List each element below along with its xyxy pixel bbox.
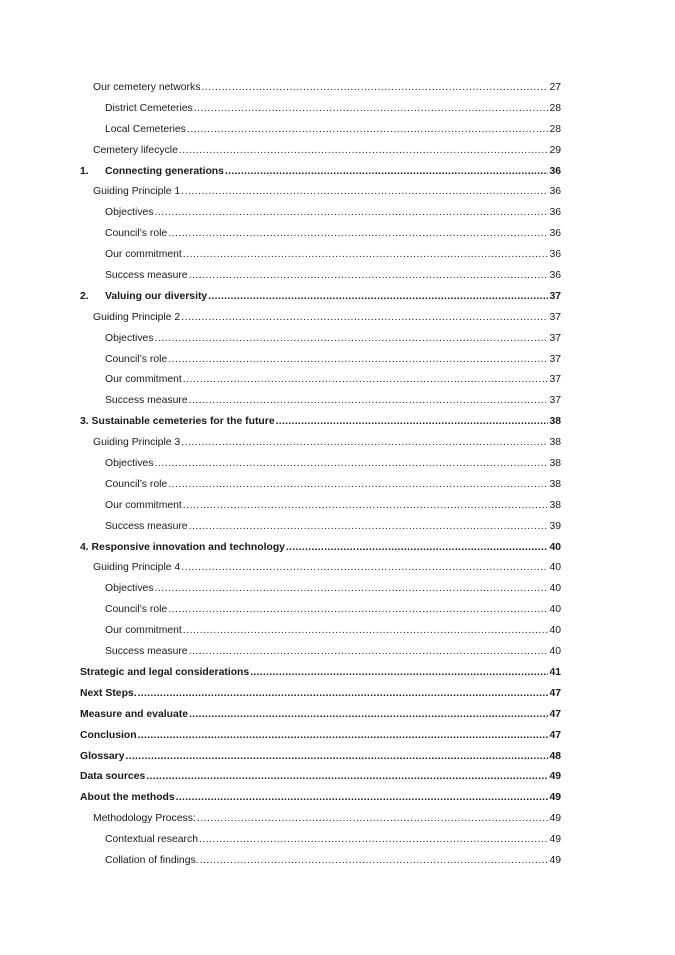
toc-dot-leader	[189, 705, 548, 726]
toc-entry[interactable]	[80, 851, 561, 872]
toc-entry-title: Council’s role	[105, 478, 168, 490]
toc-entry-title: 4. Responsive innovation and technology	[80, 541, 285, 553]
toc-entry-title: Our cemetery networks	[93, 82, 201, 93]
toc-dot-leader	[176, 788, 548, 809]
toc-entry[interactable]	[80, 767, 561, 788]
toc-entry-title: Our commitment	[105, 249, 182, 261]
toc-entry-page-number: 36	[549, 207, 561, 219]
toc-dot-leader	[200, 851, 548, 872]
toc-entry[interactable]	[80, 558, 561, 579]
toc-entry[interactable]	[80, 433, 561, 454]
toc-entry-page-number: 40	[549, 583, 561, 595]
toc-dot-leader	[201, 78, 548, 99]
toc-entry-title: Connecting generations	[105, 165, 224, 177]
toc-entry[interactable]	[80, 141, 561, 162]
toc-dot-leader	[138, 684, 548, 705]
toc-entry-title: Council’s role	[105, 353, 168, 365]
toc-entry[interactable]	[80, 412, 561, 433]
toc-dot-leader	[168, 224, 548, 245]
toc-dot-leader	[194, 99, 548, 120]
toc-dot-leader	[181, 558, 548, 579]
toc-entry-page-number: 38	[549, 458, 561, 470]
toc-entry-page-number: 38	[549, 437, 561, 449]
toc-entry-page-number: 27	[549, 82, 561, 93]
toc-entry[interactable]	[80, 579, 561, 600]
toc-entry-title: Next Steps.	[80, 687, 137, 699]
toc-entry[interactable]	[80, 600, 561, 621]
toc-entry-page-number: 47	[549, 708, 561, 720]
toc-entry-number: 1.	[80, 165, 89, 177]
toc-entry[interactable]	[80, 517, 561, 538]
toc-entry[interactable]	[80, 788, 561, 809]
toc-entry-title: Success measure	[105, 520, 188, 532]
toc-entry-title: Strategic and legal considerations	[80, 666, 250, 678]
toc-dot-leader	[250, 663, 548, 684]
toc-dot-leader	[183, 621, 548, 642]
toc-entry-page-number: 47	[549, 729, 561, 741]
toc-entry-title: Objectives	[105, 583, 154, 595]
toc-entry[interactable]	[80, 621, 561, 642]
toc-entry[interactable]	[80, 350, 561, 371]
toc-entry-title: District Cemeteries	[105, 102, 193, 114]
toc-entry-page-number: 38	[549, 499, 561, 511]
toc-dot-leader	[179, 141, 548, 162]
toc-entry-title: Guiding Principle 4	[93, 562, 181, 574]
toc-entry-title: Cemetery lifecycle	[93, 144, 178, 156]
toc-entry-title: Glossary	[80, 750, 125, 762]
toc-entry[interactable]	[80, 454, 561, 475]
toc-dot-leader	[199, 830, 548, 851]
toc-entry[interactable]	[80, 287, 561, 308]
toc-dot-leader	[183, 245, 548, 266]
toc-entry-page-number: 38	[549, 478, 561, 490]
toc-entry[interactable]	[80, 391, 561, 412]
toc-entry[interactable]	[80, 370, 561, 391]
toc-entry[interactable]	[80, 266, 561, 287]
toc-dot-leader	[189, 391, 548, 412]
toc-entry[interactable]	[80, 475, 561, 496]
toc-dot-leader	[181, 433, 548, 454]
toc-entry-page-number: 49	[549, 834, 561, 846]
toc-dot-leader	[189, 266, 548, 287]
toc-entry-page-number: 36	[549, 249, 561, 261]
toc-entry[interactable]	[80, 726, 561, 747]
toc-entry-title: Guiding Principle 2	[93, 311, 181, 323]
toc-entry-title: Valuing our diversity	[105, 290, 208, 302]
toc-entry-title: Methodology Process:	[93, 813, 196, 825]
toc-entry[interactable]	[80, 496, 561, 517]
toc-entry-title: Objectives	[105, 332, 154, 344]
toc-dot-leader	[208, 287, 548, 308]
toc-entry-page-number: 40	[549, 562, 561, 574]
toc-entry-page-number: 49	[549, 771, 561, 783]
toc-entry[interactable]	[80, 747, 561, 768]
toc-entry-title: Our commitment	[105, 625, 182, 637]
toc-dot-leader	[197, 809, 548, 830]
toc-entry-page-number: 37	[549, 332, 561, 344]
toc-entry[interactable]	[80, 99, 561, 120]
toc-dot-leader	[168, 350, 548, 371]
toc-entry[interactable]	[80, 245, 561, 266]
toc-entry-title: About the methods	[80, 792, 175, 804]
toc-entry-page-number: 37	[549, 311, 561, 323]
toc-entry-page-number: 37	[549, 395, 561, 407]
toc-dot-leader	[168, 475, 548, 496]
toc-dot-leader	[138, 726, 548, 747]
toc-entry-page-number: 40	[549, 625, 561, 637]
toc-entry-title: Objectives	[105, 458, 154, 470]
toc-dot-leader	[187, 120, 548, 141]
toc-dot-leader	[155, 203, 548, 224]
toc-dot-leader	[181, 308, 548, 329]
toc-entry[interactable]	[80, 809, 561, 830]
toc-dot-leader	[155, 454, 548, 475]
toc-dot-leader	[155, 579, 548, 600]
toc-entry-page-number: 48	[549, 750, 561, 762]
toc-entry-title: Contextual research	[105, 834, 198, 846]
toc-entry-page-number: 49	[549, 813, 561, 825]
toc-entry-page-number: 40	[549, 541, 561, 553]
toc-entry-title: Council’s role	[105, 228, 168, 240]
toc-dot-leader	[183, 370, 548, 391]
toc-dot-leader	[189, 517, 548, 538]
toc-entry-page-number: 38	[549, 416, 561, 428]
toc-entry[interactable]	[80, 120, 561, 141]
toc-dot-leader	[155, 329, 548, 350]
toc-dot-leader	[181, 182, 548, 203]
toc-entry[interactable]	[80, 705, 561, 726]
toc-entry-title: Guiding Principle 3	[93, 437, 181, 449]
toc-entry-page-number: 37	[549, 374, 561, 386]
toc-entry[interactable]	[80, 830, 561, 851]
toc-entry-title: Guiding Principle 1	[93, 186, 181, 198]
toc-entry-title: 3. Sustainable cemeteries for the future	[80, 416, 275, 428]
toc-dot-leader	[189, 642, 548, 663]
toc-entry-title: Measure and evaluate	[80, 708, 188, 720]
toc-entry-title: Local Cemeteries	[105, 123, 186, 135]
toc-entry-page-number: 29	[549, 144, 561, 156]
toc-entry[interactable]	[80, 329, 561, 350]
toc-entry-page-number: 49	[549, 854, 561, 866]
toc-entry-title: Conclusion	[80, 729, 137, 741]
toc-entry-page-number: 36	[549, 186, 561, 198]
toc-entry[interactable]	[80, 642, 561, 663]
toc-entry-title: Success measure	[105, 646, 188, 658]
toc-entry-page-number: 41	[549, 666, 561, 678]
toc-entry-title: Data sources	[80, 771, 146, 783]
toc-entry[interactable]	[80, 182, 561, 203]
toc-entry-page-number: 37	[549, 290, 561, 302]
toc-dot-leader	[286, 538, 548, 559]
table-of-contents	[80, 78, 561, 872]
toc-entry-page-number: 39	[549, 520, 561, 532]
toc-entry[interactable]	[80, 308, 561, 329]
toc-entry-page-number: 36	[549, 165, 561, 177]
toc-dot-leader	[146, 767, 548, 788]
toc-dot-leader	[225, 162, 548, 183]
toc-entry-page-number: 28	[549, 123, 561, 135]
toc-dot-leader	[276, 412, 548, 433]
toc-dot-leader	[125, 747, 548, 768]
toc-entry-number: 2.	[80, 290, 89, 302]
toc-dot-leader	[168, 600, 548, 621]
toc-entry[interactable]	[80, 538, 561, 559]
toc-entry-page-number: 40	[549, 646, 561, 658]
toc-entry-title: Success measure	[105, 270, 188, 282]
toc-entry[interactable]	[80, 684, 561, 705]
toc-entry-page-number: 37	[549, 353, 561, 365]
toc-entry-page-number: 36	[549, 270, 561, 282]
toc-entry-title: Objectives	[105, 207, 154, 219]
toc-entry-title: Success measure	[105, 395, 188, 407]
toc-entry[interactable]	[80, 78, 561, 99]
toc-entry-title: Council’s role	[105, 604, 168, 616]
toc-entry-page-number: 40	[549, 604, 561, 616]
toc-entry[interactable]	[80, 224, 561, 245]
toc-entry-title: Our commitment	[105, 374, 182, 386]
toc-dot-leader	[183, 496, 548, 517]
toc-entry-page-number: 49	[549, 792, 561, 804]
toc-entry-title: Collation of findings.	[105, 854, 199, 866]
toc-entry-page-number: 36	[549, 228, 561, 240]
toc-entry-page-number: 28	[549, 102, 561, 114]
toc-entry[interactable]	[80, 162, 561, 183]
toc-entry-page-number: 47	[549, 687, 561, 699]
toc-entry[interactable]	[80, 663, 561, 684]
toc-entry[interactable]	[80, 203, 561, 224]
toc-entry-title: Our commitment	[105, 499, 182, 511]
